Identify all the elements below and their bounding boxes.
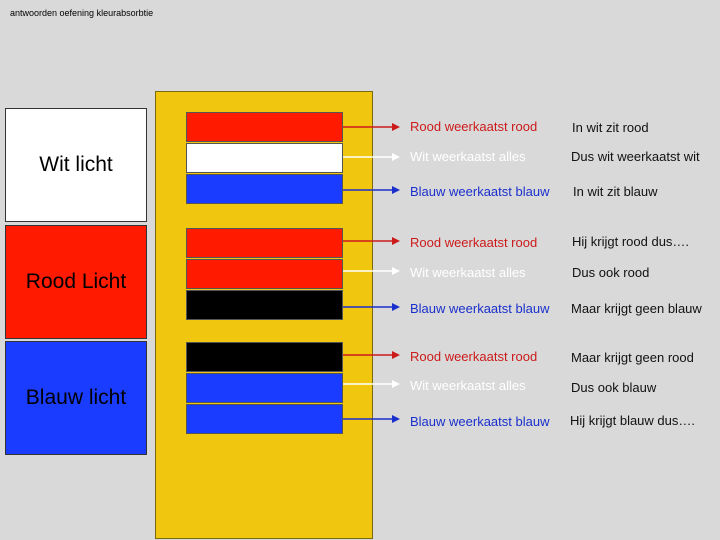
result-label-g3-r2: Dus ook blauw	[571, 380, 657, 395]
result-label-g3-r1: Maar krijgt geen rood	[571, 350, 694, 365]
result-label-g2-r2: Dus ook rood	[572, 265, 650, 280]
reflect-label-g2-r3: Blauw weerkaatst blauw	[410, 301, 550, 316]
reflect-label-g3-r1: Rood weerkaatst rood	[410, 349, 538, 364]
arrow-head-g2-r3	[392, 303, 400, 311]
reflect-label-g2-r2: Wit weerkaatst alles	[410, 265, 526, 280]
reflect-label-g1-r1: Rood weerkaatst rood	[410, 119, 538, 134]
reflect-label-g3-r2: Wit weerkaatst alles	[410, 378, 526, 393]
reflect-label-g2-r1: Rood weerkaatst rood	[410, 235, 538, 250]
result-label-g3-r3: Hij krijgt blauw dus….	[570, 413, 695, 428]
arrow-head-g3-r3	[392, 415, 400, 423]
reflect-label-g1-r3: Blauw weerkaatst blauw	[410, 184, 550, 199]
light-label-blue: Blauw licht	[25, 386, 127, 409]
reflect-label-g1-r2: Wit weerkaatst alles	[410, 149, 526, 164]
arrow-head-g2-r1	[392, 237, 400, 245]
arrow-head-g1-r1	[392, 123, 400, 131]
result-label-g2-r3: Maar krijgt geen blauw	[571, 301, 702, 316]
arrow-head-g3-r1	[392, 351, 400, 359]
arrow-head-g2-r2	[392, 267, 400, 275]
result-label-g2-r1: Hij krijgt rood dus….	[572, 234, 690, 249]
arrow-head-g1-r3	[392, 186, 400, 194]
light-label-red: Rood Licht	[25, 270, 127, 293]
arrow-head-g3-r2	[392, 380, 400, 388]
arrow-head-g1-r2	[392, 153, 400, 161]
light-label-white: Wit licht	[39, 153, 113, 176]
result-label-g1-r2: Dus wit weerkaatst wit	[571, 149, 700, 164]
reflect-label-g3-r3: Blauw weerkaatst blauw	[410, 414, 550, 429]
slide-title: antwoorden oefening kleurabsorbtie	[10, 8, 154, 18]
result-label-g1-r3: In wit zit blauw	[573, 184, 658, 199]
result-label-g1-r1: In wit zit rood	[572, 120, 649, 135]
